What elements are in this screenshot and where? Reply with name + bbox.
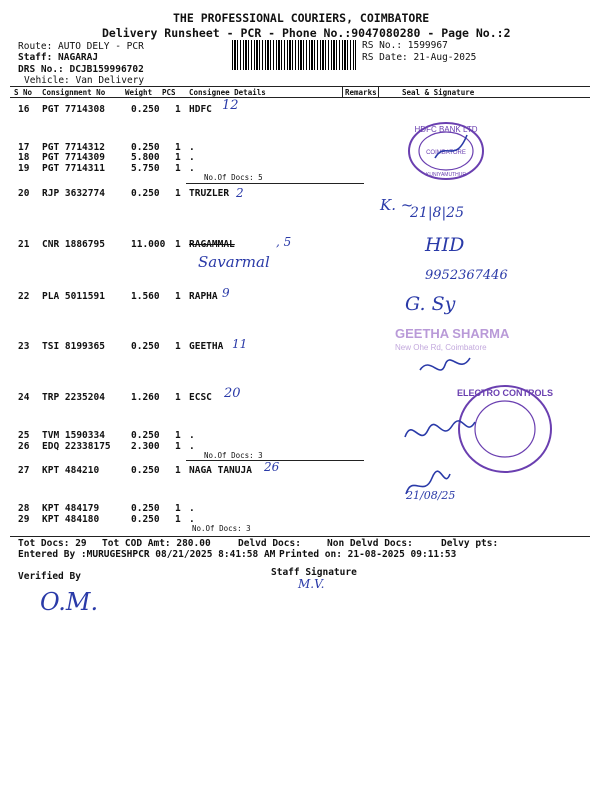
delivered-docs: Delvd Docs: bbox=[238, 538, 301, 549]
staff: Staff: NAGARAJ bbox=[18, 52, 99, 63]
handwritten-name: Savarmal bbox=[198, 253, 270, 271]
row-consignment: EDQ 22338175 bbox=[42, 441, 111, 452]
col-divider bbox=[378, 86, 379, 97]
row-consignment: PGT 7714309 bbox=[42, 152, 105, 163]
stamp-text: New Ohe Rd, Coimbatore bbox=[395, 343, 487, 352]
row-consignee: GEETHA bbox=[189, 341, 224, 352]
row-sno: 27 bbox=[18, 465, 30, 476]
handwritten-signature: K. ~ bbox=[380, 196, 414, 214]
handwritten-count: 11 bbox=[232, 337, 248, 351]
row-consignee: RAPHA bbox=[189, 291, 218, 302]
staff-signature: M.V. bbox=[298, 577, 325, 591]
col-divider bbox=[342, 86, 343, 97]
stamp-text: KUNIYAMUTHUR bbox=[426, 172, 466, 178]
total-docs: Tot Docs: 29 bbox=[18, 538, 87, 549]
vehicle: Vehicle: Van Delivery bbox=[24, 75, 145, 86]
handwritten-phone: 9952367446 bbox=[425, 268, 508, 283]
row-sno: 19 bbox=[18, 163, 30, 174]
row-weight: 0.250 bbox=[131, 142, 160, 153]
verified-by-label: Verified By bbox=[18, 571, 81, 582]
row-weight: 11.000 bbox=[131, 239, 166, 250]
row-consignee: HDFC bbox=[189, 104, 212, 115]
stamp-text: ELECTRO CONTROLS bbox=[457, 388, 553, 398]
row-weight: 0.250 bbox=[131, 188, 160, 199]
row-sno: 18 bbox=[18, 152, 30, 163]
stamp-text: COIMBATORE bbox=[426, 150, 466, 156]
row-pcs: 1 bbox=[175, 152, 181, 163]
row-sno: 17 bbox=[18, 142, 30, 153]
row-weight: 1.560 bbox=[131, 291, 160, 302]
col-seal: Seal & Signature bbox=[402, 88, 475, 97]
row-consignment: RJP 3632774 bbox=[42, 188, 105, 199]
row-consignee: . bbox=[189, 163, 195, 174]
row-consignee: RAGAMMAL bbox=[189, 239, 235, 250]
docs-count-note: No.Of Docs: 3 bbox=[192, 524, 251, 533]
row-consignee: NAGA TANUJA bbox=[189, 465, 252, 476]
row-pcs: 1 bbox=[175, 163, 181, 174]
row-consignment: KPT 484210 bbox=[42, 465, 100, 476]
row-weight: 0.250 bbox=[131, 341, 160, 352]
row-sno: 26 bbox=[18, 441, 30, 452]
row-consignee: . bbox=[189, 514, 195, 525]
handwritten-date: 21/08/25 bbox=[406, 489, 456, 502]
row-consignment: KPT 484180 bbox=[42, 514, 100, 525]
handwritten-count: 9 bbox=[222, 286, 230, 300]
stamp-text: GEETHA SHARMA bbox=[395, 326, 510, 341]
row-sno: 21 bbox=[18, 239, 30, 250]
runsheet-subtitle: Delivery Runsheet - PCR - Phone No.:9047080280 - Page No.:2 bbox=[102, 26, 511, 40]
row-pcs: 1 bbox=[175, 430, 181, 441]
col-remarks: Remarks bbox=[345, 88, 377, 97]
handwritten-signature: HID bbox=[425, 234, 465, 256]
col-consignment: Consignment No bbox=[42, 88, 106, 97]
row-consignment: TVM 1590334 bbox=[42, 430, 105, 441]
row-pcs: 1 bbox=[175, 503, 181, 514]
barcode bbox=[232, 40, 356, 70]
row-sno: 16 bbox=[18, 104, 30, 115]
table-header-line bbox=[10, 97, 590, 98]
row-consignment: TSI 8199365 bbox=[42, 341, 105, 352]
row-consignee: . bbox=[189, 152, 195, 163]
row-pcs: 1 bbox=[175, 514, 181, 525]
route: Route: AUTO DELY - PCR bbox=[18, 41, 144, 52]
row-consignment: PGT 7714312 bbox=[42, 142, 105, 153]
row-weight: 0.250 bbox=[131, 514, 160, 525]
row-weight: 0.250 bbox=[131, 104, 160, 115]
row-weight: 5.800 bbox=[131, 152, 160, 163]
row-pcs: 1 bbox=[175, 392, 181, 403]
staff-signature-label: Staff Signature bbox=[271, 567, 357, 578]
row-consignment: KPT 484179 bbox=[42, 503, 100, 514]
row-pcs: 1 bbox=[175, 341, 181, 352]
handwritten-count: 26 bbox=[264, 460, 280, 474]
handwritten-count: 2 bbox=[236, 186, 244, 200]
row-weight: 5.750 bbox=[131, 163, 160, 174]
row-pcs: 1 bbox=[175, 142, 181, 153]
row-pcs: 1 bbox=[175, 239, 181, 250]
row-consignee: . bbox=[189, 441, 195, 452]
row-weight: 0.250 bbox=[131, 465, 160, 476]
table-top-line bbox=[10, 86, 590, 87]
total-cod: Tot COD Amt: 280.00 bbox=[102, 538, 211, 549]
row-sno: 23 bbox=[18, 341, 30, 352]
row-separator bbox=[186, 183, 364, 184]
row-sno: 28 bbox=[18, 503, 30, 514]
table-bottom-line bbox=[10, 536, 590, 537]
docs-count-note: No.Of Docs: 3 bbox=[204, 451, 263, 460]
verifier-signature: O.M. bbox=[40, 588, 99, 616]
handwritten-count: 20 bbox=[224, 386, 241, 401]
row-pcs: 1 bbox=[175, 441, 181, 452]
row-consignment: PGT 7714308 bbox=[42, 104, 105, 115]
col-sno: S No bbox=[14, 88, 33, 97]
delivery-points: Delvy pts: bbox=[441, 538, 499, 549]
row-consignee: . bbox=[189, 142, 195, 153]
stamp-text: HDFC BANK LTD bbox=[414, 125, 478, 134]
rs-number: RS No.: 1599967 bbox=[362, 40, 448, 51]
handwritten-count: , 5 bbox=[276, 235, 292, 249]
row-pcs: 1 bbox=[175, 465, 181, 476]
row-sno: 24 bbox=[18, 392, 30, 403]
signature-scribble bbox=[400, 412, 480, 452]
row-sno: 22 bbox=[18, 291, 30, 302]
col-pcs: PCS bbox=[162, 88, 176, 97]
row-consignment: CNR 1886795 bbox=[42, 239, 105, 250]
row-consignment: PGT 7714311 bbox=[42, 163, 105, 174]
row-consignment: PLA 5011591 bbox=[42, 291, 105, 302]
row-consignee: TRUZLER bbox=[189, 188, 230, 199]
row-consignment: TRP 2235204 bbox=[42, 392, 105, 403]
row-sno: 20 bbox=[18, 188, 30, 199]
signature-scribble bbox=[415, 350, 475, 385]
row-consignee: . bbox=[189, 430, 195, 441]
row-pcs: 1 bbox=[175, 291, 181, 302]
row-consignee: . bbox=[189, 503, 195, 514]
drs-number: DRS No.: DCJB159996702 bbox=[18, 64, 144, 75]
col-weight: Weight bbox=[125, 88, 153, 97]
row-weight: 2.300 bbox=[131, 441, 160, 452]
row-pcs: 1 bbox=[175, 188, 181, 199]
hdfc-bank-stamp bbox=[405, 120, 487, 182]
docs-count-note: No.Of Docs: 5 bbox=[204, 173, 263, 182]
row-weight: 1.260 bbox=[131, 392, 160, 403]
rs-date: RS Date: 21-Aug-2025 bbox=[362, 52, 477, 63]
company-title: THE PROFESSIONAL COURIERS, COIMBATORE bbox=[173, 11, 430, 25]
row-pcs: 1 bbox=[175, 104, 181, 115]
row-weight: 0.250 bbox=[131, 503, 160, 514]
printed-on: Printed on: 21-08-2025 09:11:53 bbox=[279, 549, 457, 560]
non-delivered-docs: Non Delvd Docs: bbox=[327, 538, 413, 549]
col-consignee: Consignee Details bbox=[189, 88, 266, 97]
row-weight: 0.250 bbox=[131, 430, 160, 441]
handwritten-signature: G. Sy bbox=[405, 293, 456, 315]
handwritten-count: 12 bbox=[222, 98, 239, 113]
row-sno: 25 bbox=[18, 430, 30, 441]
entered-by: Entered By :MURUGESHPCR 08/21/2025 8:41:58 AM bbox=[18, 549, 276, 560]
handwritten-date: 21|8|25 bbox=[410, 205, 464, 221]
row-consignee: ECSC bbox=[189, 392, 212, 403]
row-sno: 29 bbox=[18, 514, 30, 525]
